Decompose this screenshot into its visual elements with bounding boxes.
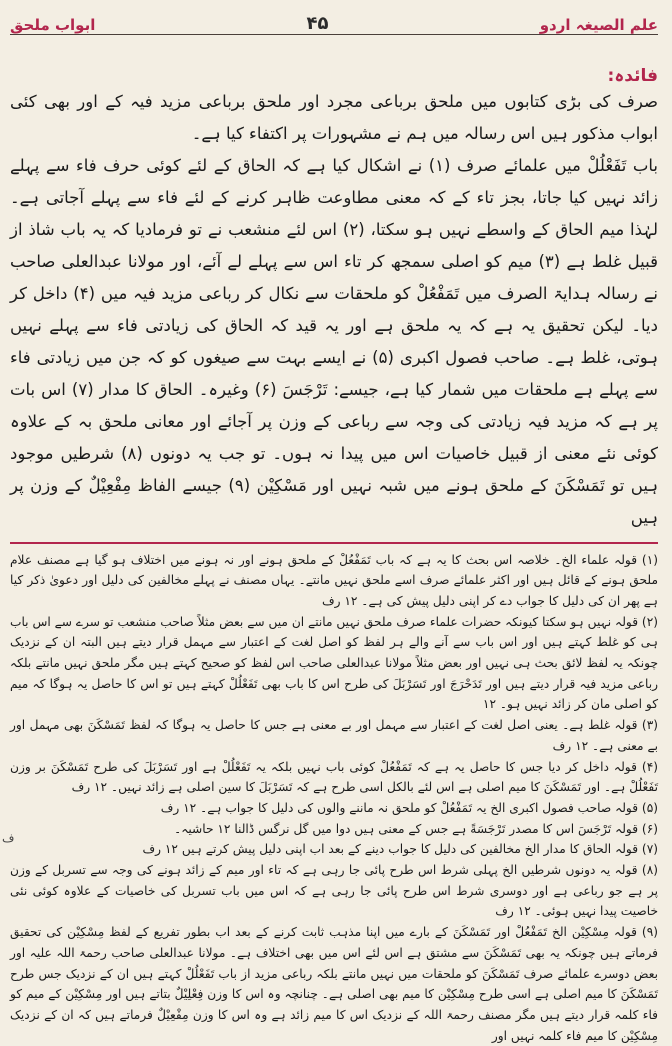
footnote-3: (۳) قولہ غلط ہے۔ یعنی اصل لغت کے اعتبار سے مہمل اور بے معنی ہے جس کا حاصل یہ ہوگا کہ لفظ تَمَسْكَنَ بھی مہمل اور بے معنی ہے۔ ۱۲ رف (10, 715, 658, 756)
footnote-2: (۲) قولہ نہیں ہو سکتا کیونکہ حضرات علماء صرف ملحق نہیں مانتے ان میں سے بعض مثلاً صاحب منشعب تو سرے سے اس باب ہی کو غلط کہتے ہیں اور اس باب سے آنے والے ہر لفظ کو اصل لغت کے اعتبار سے مہمل قرار دیتے ہیں البتہ ان کے نزدیک چونکہ یہ لفظ لائق بحث ہی نہیں اور بعض مثلاً مولانا عبدالعلی صاحب اس لفظ کو صحیح کہتے ہیں مگر ملحق نہیں مانتے بلکہ رباعی مزید فیہ قرار دیتے ہیں اور تَدَحْرَجَ اور تَسَرْبَلَ کی طرح اس کا باب بھی تَفَعْلُلْ کہتے ہیں تو اس کا حاصل یہ ہوگا کہ میم کو اصلی مان کر زائد نہیں ہو۔ ۱۲ (10, 612, 658, 716)
footnote-8: (۸) قولہ یہ دونوں شرطیں الخ پہلی شرط اس طرح پائی جا رہی ہے کہ تاء اور میم کے زائد ہونے کی وجہ سے تسربل کے وزن پر ہے جو رباعی ہے اور دوسری شرط اس طرح پائی جا رہی ہے کہ اس میں باب تسربل کی خاصیات کے علاوہ کوئی نئی خاصیت پیدا نہیں ہوئی۔ ۱۲ رف (10, 860, 658, 922)
footnote-1: (۱) قولہ علماء الخ۔ خلاصہ اس بحث کا یہ ہے کہ باب تَمَفْعُلْ کے ملحق ہونے اور نہ ہونے میں اختلاف ہو گیا ہے مصنف علام ملحق ہونے کے قائل ہیں اور اکثر علمائے صرف اسے ملحق نہیں مانتے۔ یہاں مصنف نے پہلے مخالفین کی دلیل اور دعویٰ ذکر کیا ہے پھر ان کی دلیل کا جواب دے کر اپنی دلیل پیش کی ہے۔ ۱۲ رف (10, 550, 658, 612)
footnotes (10, 550, 658, 1046)
footnote-9: (۹) قولہ مِسْكِيْن الخ تَمَفْعُلْ اور تَمَسْكَنَ کے بارے میں اپنا مذہب ثابت کرنے کے بعد اب بطور تفریع کے لفظ مِسْكِيْن کی تحقیق فرماتے ہیں چونکہ یہ بھی تَمَسْكَنَ سے مشتق ہے اس لئے اس میں بھی اختلاف ہے۔ مولانا عبدالعلی صاحب رحمۃ اللہ علیہ اور بعض دوسرے علمائے صرف تَمَسْكَنَ کو ملحقات میں نہیں مانتے بلکہ رباعی مزید از باب تَفَعْلُلْ کہتے ہیں ان کے نزدیک جس طرح تَمَسْكَنَ کا میم اصلی ہے اسی طرح مِسْكِيْن کا میم بھی اصلی ہے۔ چنانچہ وہ اس کا وزن فِعْلِيْلٌ بتاتے ہیں اور مِسْكِيْن کے میم کو فاء کلمہ قرار دیتے ہیں مگر مصنف رحمۃ اللہ کے نزدیک اس کا میم زائد ہے وہ اس کا وزن مِفْعِيْلٌ فرماتے ہیں کہ ان کے نزدیک مِسْكِيْن کا میم فاء کلمہ نہیں اور (10, 922, 658, 1046)
footnote-5: (۵) قولہ صاحب فصول اکبری الخ یہ تَمَفْعُلْ کو ملحق نہ ماننے والوں کی دلیل کا جواب ہے۔ ۱۲ رف (10, 798, 658, 819)
margin-mark: ف (2, 831, 14, 845)
footnote-6: (۶) قولہ تَرْجَسَ اس کا مصدر تَرْجَسَةً ہے جس کے معنی ہیں دوا میں گل نرگس ڈالنا ۱۲ حاشیہ۔ (10, 819, 658, 840)
main-text (10, 65, 658, 534)
paragraph-2: باب تَفَعْلُلْ میں علمائے صرف (۱) نے اشکال کیا ہے کہ الحاق کے لئے کوئی حرف فاء سے پہلے زائد نہیں کیا جاتا، بجز تاء کے کہ معنی مطاوعت ظاہر کرنے کے لئے فاء سے پہلے آجاتی ہے۔ لہٰذا میم الحاق کے واسطے نہیں ہو سکتا، (۲) اس لئے منشعب نے تو فرمادیا کہ یہ باب شاذ از قبیل غلط ہے (۳) میم کو اصلی سمجھ کر تاء اس سے پہلے لے آئے، اور مولانا عبدالعلی صاحب نے رسالہ ہدایۃ الصرف میں تَمَفْعُلْ کو ملحقات سے نکال کر رباعی مزید فیہ میں (۴) داخل کر دیا۔ لیکن تحقیق یہ ہے کہ یہ ملحق ہے اور یہ قید کہ الحاق کی زیادتی فاء سے پہلے نہیں ہوتی، غلط ہے۔ صاحب فصول اکبری (۵) نے ایسے بہت سے صیغوں کو کہ جن میں زیادتی فاء سے پہلے ہے ملحقات میں شمار کیا ہے، جیسے: تَرْجَسَ (۶) وغیرہ۔ الحاق کا مدار (۷) اس بات پر ہے کہ مزید فیہ زیادتی کی وجہ سے رباعی کے وزن پر آجائے اور معانی ملحق بہ کے علاوہ کوئی نئے معنی از قبیل خاصیات اس میں پیدا نہ ہوں۔ تو جب یہ دونوں (۸) شرطیں موجود ہیں تو تَمَسْكَنَ کے ملحق ہونے میں شبہ نہیں اور مَسْكِيْن (۹) جیسے الفاظ مِفْعِيْلٌ کے وزن پر ہیں (10, 150, 658, 534)
book-title: علم الصیغہ اردو (540, 16, 658, 34)
section-heading: فائدہ: (10, 65, 658, 86)
footnote-7: (۷) قولہ الحاق کا مدار الخ مخالفین کی دلیل کا جواب دینے کے بعد اب اپنی دلیل پیش کرتے ہیں ۱۲ رف (10, 839, 658, 860)
paragraph-1: صرف کی بڑی کتابوں میں ملحق برباعی مجرد اور ملحق برباعی مزید فیہ کے اور بھی کئی ابواب مذکور ہیں اس رسالہ میں ہم نے مشہورات پر اکتفاء کیا ہے۔ (10, 86, 658, 150)
chapter-title: ابواب ملحق (10, 16, 95, 34)
page (0, 4, 672, 903)
footnote-divider (10, 542, 658, 544)
page-number: ۴۵ (307, 13, 329, 34)
page-header (10, 4, 658, 35)
footnote-4: (۴) قولہ داخل کر دیا جس کا حاصل یہ ہے کہ تَمَفْعُلْ کوئی باب نہیں بلکہ یہ تَفَعْلُلْ ہے اور تَسَرْبَلَ کی طرح تَمَسْكَنَ بر وزن تَفَعْلُلْ ہے۔ اور تَمَسْكَنَ کا میم اصلی ہے اس لئے بالکل اسی طرح ہے کہ تَسَرْبَلَ کا سین اصلی ہے زائد نہیں۔ ۱۲ رف (10, 757, 658, 798)
